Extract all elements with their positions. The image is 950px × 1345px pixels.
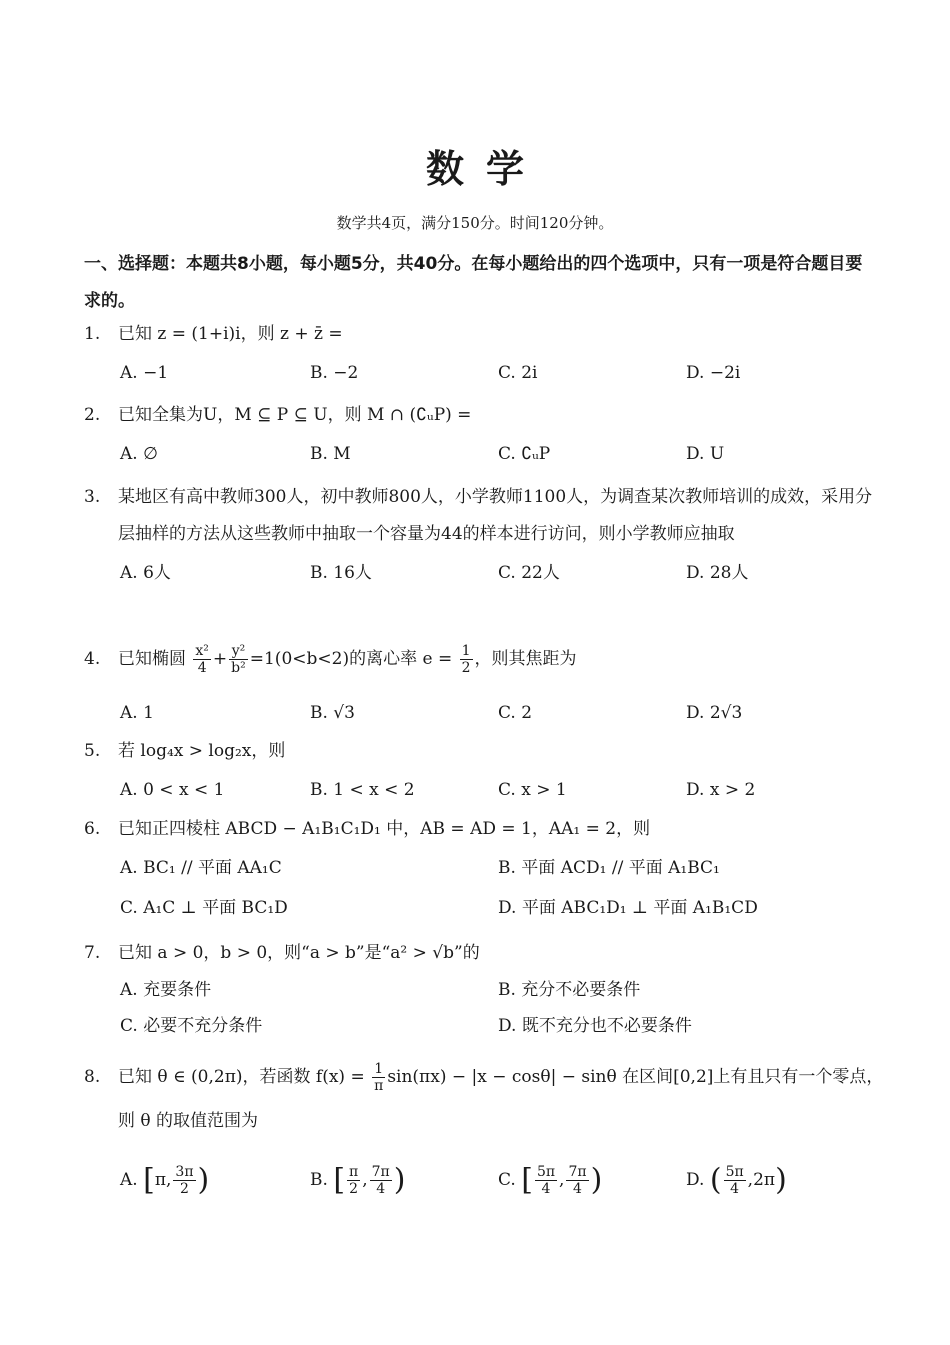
question-number: 4. [84, 649, 101, 669]
numerator: π [349, 1164, 359, 1180]
stem-text: ，则其焦距为 [474, 649, 577, 669]
denominator: 4 [197, 660, 207, 676]
question-stem: 已知椭圆 $\frac{\text{x²}}{4}$ + $\frac{\text{y²}}{\text{b²}}$ =1(0<b<2)的离心率 e = $\frac{1}{2}$ ，则其焦距为 [118, 643, 577, 676]
right-bracket: ) [590, 1162, 603, 1198]
denominator: 2 [349, 1181, 359, 1197]
option-d: D. 28人 [686, 563, 749, 583]
question-stem: 某地区有高中教师300人，初中教师800人，小学教师1100人，为调查某次教师培训的成效，采用分层抽样的方法从这些教师中抽取一个容量为44的样本进行访问，则小学教师应抽取 [118, 487, 873, 544]
option-a: A. −1 [120, 363, 169, 383]
section-heading: 一、选择题：本题共8小题，每小题5分，共40分。在每小题给出的四个选项中，只有一项是符合题目要求的。 [84, 254, 863, 311]
left-bracket: [ [333, 1162, 346, 1198]
option-c: C. 必要不充分条件 [120, 1016, 263, 1036]
option-c: C. 2i [498, 363, 538, 383]
left-bracket: ( [709, 1162, 722, 1198]
question-number: 6. [84, 819, 101, 839]
fraction [173, 1164, 195, 1197]
question-stem [118, 1053, 883, 1101]
option-a: A. 6人 [120, 563, 171, 583]
fraction [460, 643, 473, 676]
option-d: D. −2i [686, 363, 741, 383]
option-c: C. A₁C ⊥ 平面 BC₁D [120, 898, 288, 918]
stem-text: 已知椭圆 [118, 649, 186, 669]
question-6 [84, 811, 874, 928]
fraction [347, 1164, 360, 1197]
option-b: B. M [310, 444, 351, 464]
question-stem: 若 log₄x > log₂x，则 [118, 741, 286, 761]
option-c: C. [ $\frac{5\pi}{4}$ , $\frac{7\pi}{4}$ ) [498, 1162, 603, 1198]
fraction [193, 643, 211, 676]
exam-info: 数学共4页，满分150分。时间120分钟。 [336, 214, 614, 232]
fraction [370, 1164, 392, 1197]
denominator: 4 [730, 1181, 740, 1197]
fraction [372, 1061, 385, 1094]
page-title: 数学 [425, 147, 546, 191]
fraction [229, 643, 248, 676]
option-d: D. ( $\frac{5\pi}{4}$ ,2π) [686, 1162, 787, 1198]
right-bracket: ) [393, 1162, 406, 1198]
fraction [724, 1164, 746, 1197]
fraction [566, 1164, 588, 1197]
numerator: 5π [725, 1164, 744, 1180]
question-number: 7. [84, 943, 101, 963]
question-1 [84, 316, 874, 393]
option-b: B. 16人 [310, 563, 372, 583]
question-5 [84, 733, 874, 810]
question-stem: 已知 z = (1+i)i，则 z + z̄ = [118, 324, 343, 344]
option-b: B. 平面 ACD₁ // 平面 A₁BC₁ [498, 858, 720, 878]
question-3 [84, 479, 874, 593]
left-bracket: [ [521, 1162, 533, 1198]
option-b: B. 1 < x < 2 [310, 780, 415, 800]
option-d: D. 2√3 [686, 703, 743, 723]
question-8 [84, 1053, 884, 1212]
option-a: A. ∅ [120, 444, 158, 464]
question-number: 3. [84, 487, 101, 507]
interval-start: π [154, 1170, 166, 1190]
option-b: B. [ $\frac{\pi}{2}$ , $\frac{7\pi}{4}$ ) [310, 1162, 406, 1198]
option-b: B. −2 [310, 363, 359, 383]
option-d: D. x > 2 [686, 780, 756, 800]
denominator: 4 [573, 1181, 582, 1197]
option-c: C. 2 [498, 703, 533, 723]
option-c: C. ∁ᵤP [498, 444, 551, 464]
denominator: b² [231, 660, 246, 676]
denominator: 4 [376, 1181, 386, 1197]
denominator: 4 [541, 1181, 551, 1197]
numerator: 7π [568, 1164, 587, 1180]
option-letter: D. [686, 1170, 705, 1190]
question-7 [84, 935, 874, 1044]
question-stem: 已知全集为U，M ⊆ P ⊆ U，则 M ∩ (∁ᵤP) = [118, 405, 472, 425]
right-bracket: ) [775, 1162, 787, 1198]
option-a: A. 充要条件 [120, 980, 212, 1000]
option-letter: B. [310, 1170, 328, 1190]
question-2 [84, 397, 874, 474]
option-a: A. 1 [120, 703, 154, 723]
question-stem: 已知 a > 0，b > 0，则“a > b”是“a² > √b”的 [118, 943, 480, 963]
denominator: 2 [180, 1181, 189, 1197]
option-letter: A. [120, 1170, 138, 1190]
question-4 [84, 636, 874, 733]
question-number: 1. [84, 324, 101, 344]
question-stem-line2: 则 θ 的取值范围为 [118, 1111, 259, 1131]
option-d: D. 既不充分也不必要条件 [498, 1016, 692, 1036]
stem-text: 已知 θ ∈ (0,2π)，若函数 f(x) = [118, 1067, 365, 1087]
stem-text: sin(πx) − |x − cosθ| − sinθ 在区间[0,2]上有且只有一个零点， [387, 1067, 884, 1087]
option-d: D. 平面 ABC₁D₁ ⊥ 平面 A₁B₁CD [498, 898, 758, 918]
numerator: 1 [461, 643, 471, 659]
option-b: B. 充分不必要条件 [498, 980, 641, 1000]
right-bracket: ) [197, 1162, 210, 1198]
left-bracket: [ [143, 1162, 155, 1198]
option-d: D. U [686, 444, 725, 464]
question-number: 8. [84, 1067, 101, 1087]
option-a: A. BC₁ // 平面 AA₁C [120, 858, 282, 878]
numerator: 7π [371, 1164, 390, 1180]
numerator: 5π [536, 1164, 556, 1180]
denominator: 2 [461, 660, 471, 676]
question-number: 5. [84, 741, 101, 761]
numerator: 3π [175, 1164, 194, 1180]
numerator: y² [229, 643, 248, 660]
numerator: 1 [372, 1061, 385, 1078]
option-a: A. [π, $\frac{3\pi}{2}$ ) [120, 1162, 210, 1198]
question-stem: 已知正四棱柱 ABCD − A₁B₁C₁D₁ 中，AB = AD = 1，AA₁ = 2，则 [118, 819, 651, 839]
option-letter: C. [498, 1170, 516, 1190]
interval-end: 2π [753, 1170, 776, 1190]
question-number: 2. [84, 405, 101, 425]
option-c: C. x > 1 [498, 780, 567, 800]
option-b: B. √3 [310, 703, 355, 723]
stem-text: =1(0<b<2)的离心率 e = [249, 649, 453, 669]
fraction [535, 1164, 557, 1197]
numerator: x² [195, 643, 209, 659]
option-a: A. 0 < x < 1 [120, 780, 225, 800]
denominator: π [374, 1078, 384, 1094]
option-c: C. 22人 [498, 563, 560, 583]
